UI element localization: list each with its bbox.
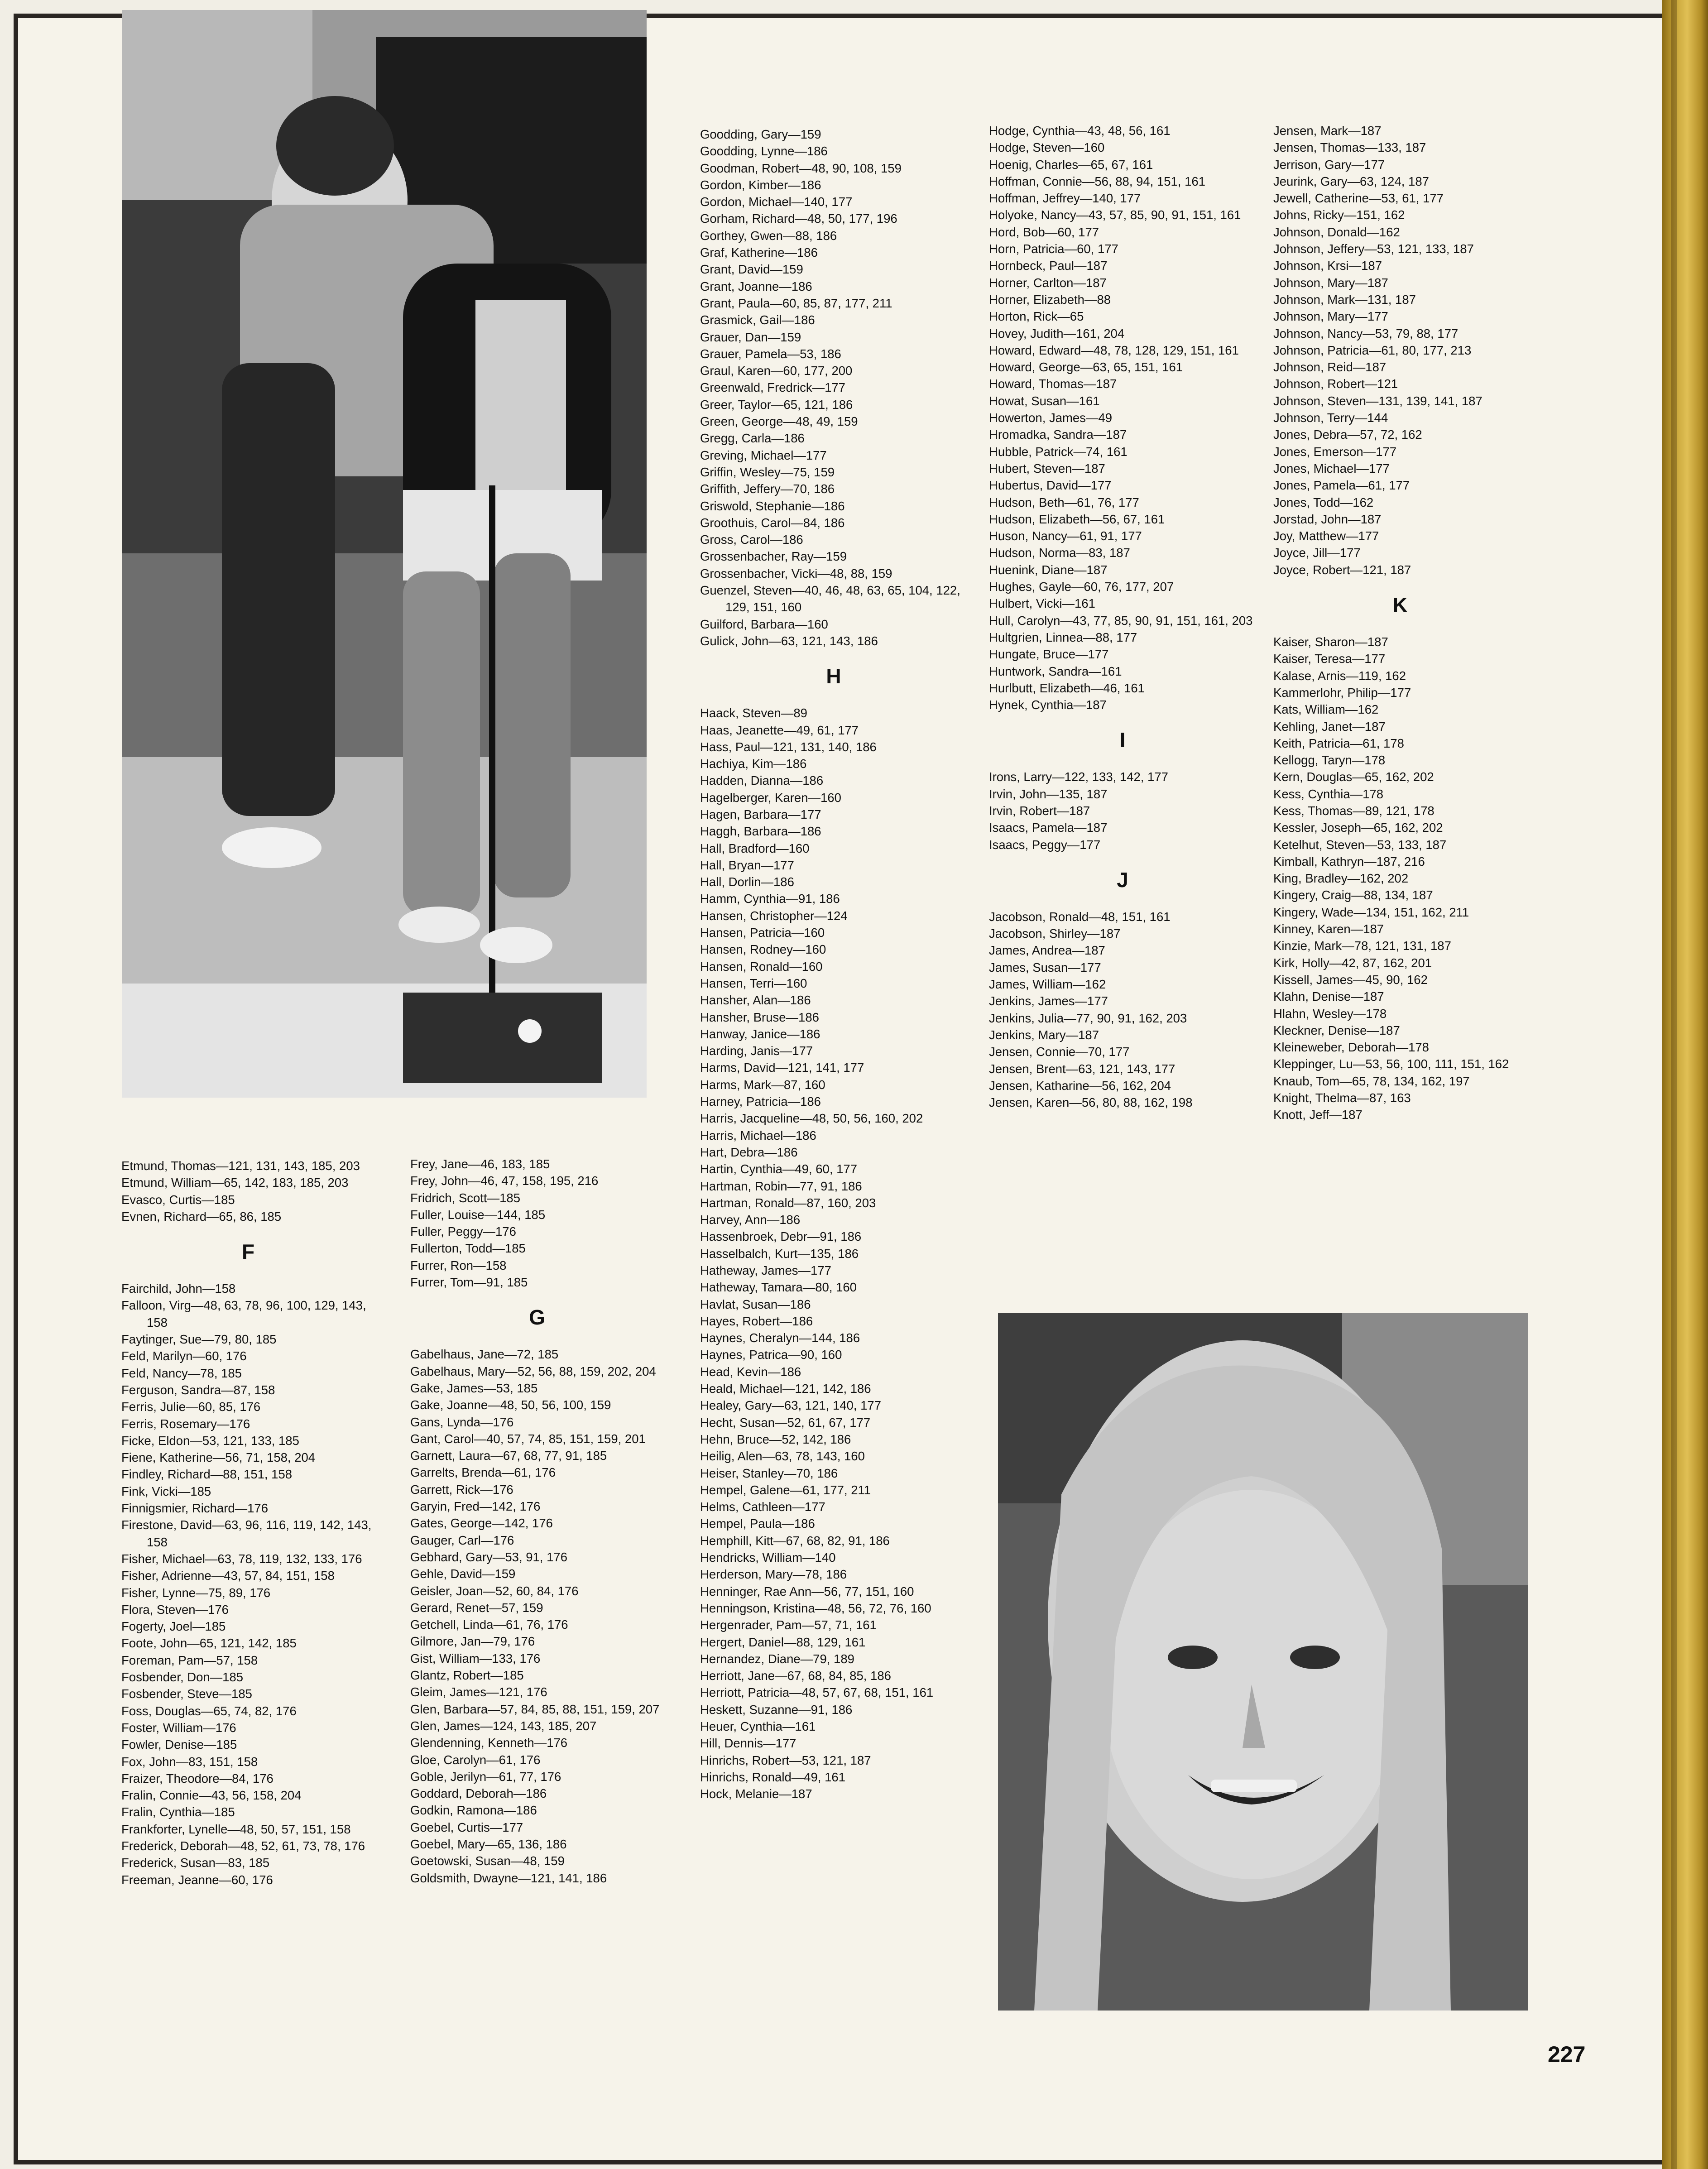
index-entry: Havlat, Susan—186 (700, 1297, 811, 1311)
index-entry: Hall, Bradford—160 (700, 841, 810, 855)
index-entry: Haynes, Cheralyn—144, 186 (700, 1331, 860, 1345)
index-entry: Fralin, Cynthia—185 (121, 1805, 235, 1819)
index-entry: Horn, Patricia—60, 177 (989, 242, 1118, 256)
index-entry: Hansen, Terri—160 (700, 976, 807, 990)
index-entry: Hadden, Dianna—186 (700, 773, 824, 788)
index-entry: Goebel, Curtis—177 (410, 1820, 523, 1834)
index-entry: Gake, James—53, 185 (410, 1381, 538, 1395)
index-entry: Findley, Richard—88, 151, 158 (121, 1467, 293, 1482)
index-entry: Hayes, Robert—186 (700, 1314, 813, 1328)
index-entry: Jerrison, Gary—177 (1273, 157, 1385, 172)
index-entry: Fogerty, Joel—185 (121, 1619, 226, 1634)
index-entry: Kehling, Janet—187 (1273, 719, 1386, 734)
index-entry: Gorham, Richard—48, 50, 177, 196 (700, 211, 897, 226)
index-entry: Harms, David—121, 141, 177 (700, 1061, 864, 1075)
index-entry: Johnson, Mary—187 (1273, 275, 1388, 290)
index-entry: Johnson, Nancy—53, 79, 88, 177 (1273, 326, 1459, 341)
index-entry: Hagen, Barbara—177 (700, 807, 821, 821)
index-entry: Hansen, Ronald—160 (700, 959, 823, 974)
index-entry: Harney, Patricia—186 (700, 1094, 821, 1109)
index-entry: Goetowski, Susan—48, 159 (410, 1854, 565, 1868)
index-entry: Isaacs, Pamela—187 (989, 821, 1108, 835)
index-entry: Harris, Jacqueline—48, 50, 56, 160, 202 (700, 1111, 923, 1126)
index-entry: Hergert, Daniel—88, 129, 161 (700, 1635, 866, 1649)
index-entry: Hoenig, Charles—65, 67, 161 (989, 157, 1153, 172)
index-entry: Grauer, Dan—159 (700, 330, 801, 344)
index-entry: Gake, Joanne—48, 50, 56, 100, 159 (410, 1398, 611, 1412)
index-entry: Ferris, Rosemary—176 (121, 1416, 250, 1431)
index-entry: Johnson, Mary—177 (1273, 309, 1388, 324)
index-entry: Fisher, Michael—63, 78, 119, 132, 133, 176 (121, 1551, 362, 1566)
index-entry: Jensen, Brent—63, 121, 143, 177 (989, 1061, 1175, 1076)
index-entry: Jones, Emerson—177 (1273, 444, 1397, 459)
index-entry: Freeman, Jeanne—60, 176 (121, 1872, 273, 1887)
index-entry: Goddard, Deborah—186 (410, 1786, 547, 1801)
index-entry: Hromadka, Sandra—187 (989, 427, 1127, 442)
index-entry: Gross, Carol—186 (700, 533, 803, 547)
index-entry: Getchell, Linda—61, 76, 176 (410, 1617, 568, 1632)
index-entry: Gregg, Carla—186 (700, 431, 805, 446)
index-entry: Healey, Gary—63, 121, 140, 177 (700, 1398, 882, 1413)
index-entry: Kleineweber, Deborah—178 (1273, 1040, 1429, 1055)
index-entry: Kats, William—162 (1273, 702, 1379, 717)
index-entry: Fuller, Peggy—176 (410, 1224, 516, 1239)
index-entry: Jones, Debra—57, 72, 162 (1273, 427, 1422, 442)
index-entry: Kleppinger, Lu—53, 56, 100, 111, 151, 162 (1273, 1057, 1509, 1071)
index-entry: Horner, Carlton—187 (989, 275, 1107, 290)
section-letter-f: F (241, 1240, 255, 1264)
index-entry: Harding, Janis—177 (700, 1044, 813, 1058)
index-entry: Fairchild, John—158 (121, 1281, 236, 1296)
index-entry: Horner, Elizabeth—88 (989, 292, 1111, 307)
index-entry: Glendenning, Kenneth—176 (410, 1736, 568, 1750)
index-entry: Helms, Cathleen—177 (700, 1500, 825, 1514)
index-entry: Klahn, Denise—187 (1273, 989, 1384, 1004)
index-entry: Gilmore, Jan—79, 176 (410, 1634, 535, 1649)
index-entry: Gabelhaus, Jane—72, 185 (410, 1347, 559, 1362)
index-entry: Irvin, John—135, 187 (989, 787, 1108, 801)
index-entry: Howat, Susan—161 (989, 393, 1100, 408)
index-entry: Gebhard, Gary—53, 91, 176 (410, 1550, 568, 1564)
index-entry: Jones, Todd—162 (1273, 495, 1374, 509)
index-entry: Gabelhaus, Mary—52, 56, 88, 159, 202, 204 (410, 1364, 656, 1378)
index-entry: Foster, William—176 (121, 1720, 236, 1735)
index-entry: Frey, John—46, 47, 158, 195, 216 (410, 1174, 599, 1188)
index-entry: Herriott, Patricia—48, 57, 67, 68, 151, 161 (700, 1685, 934, 1700)
index-entry: Hartman, Ronald—87, 160, 203 (700, 1195, 876, 1210)
index-entry: Hungate, Bruce—177 (989, 647, 1109, 662)
index-column-1 (121, 1157, 375, 1888)
index-entry: Garyin, Fred—142, 176 (410, 1499, 541, 1514)
index-entry: Gulick, John—63, 121, 143, 186 (700, 633, 878, 648)
index-entry: James, Andrea—187 (989, 943, 1105, 958)
index-entry: Hendricks, William—140 (700, 1550, 836, 1565)
index-entry: Hansen, Patricia—160 (700, 926, 825, 940)
index-entry: Hachiya, Kim—186 (700, 757, 807, 771)
index-entry: Feld, Nancy—78, 185 (121, 1366, 242, 1380)
index-entry: Gorthey, Gwen—88, 186 (700, 228, 837, 243)
index-entry: Grant, Paula—60, 85, 87, 177, 211 (700, 296, 892, 310)
index-entry: Haack, Steven—89 (700, 706, 807, 720)
index-entry: Jenkins, James—177 (989, 994, 1108, 1008)
index-entry: Johnson, Mark—131, 187 (1273, 292, 1416, 307)
index-entry: Griffith, Jeffery—70, 186 (700, 482, 835, 496)
index-entry: Hill, Dennis—177 (700, 1736, 796, 1751)
index-entry: Johnson, Krsi—187 (1273, 259, 1382, 273)
section-letter-h: H (826, 664, 841, 688)
index-entry: Joyce, Robert—121, 187 (1273, 562, 1411, 577)
index-entry: Hempel, Galene—61, 177, 211 (700, 1483, 871, 1497)
index-entry: Hudson, Beth—61, 76, 177 (989, 495, 1139, 509)
index-entry: Frey, Jane—46, 183, 185 (410, 1157, 550, 1171)
index-entry: Gloe, Carolyn—61, 176 (410, 1752, 541, 1767)
index-entry: Hatheway, James—177 (700, 1263, 831, 1277)
index-entry: Fraizer, Theodore—84, 176 (121, 1771, 273, 1785)
section-letter-k: K (1392, 593, 1408, 617)
index-entry: Hinrichs, Ronald—49, 161 (700, 1770, 846, 1784)
index-entry: Jewell, Catherine—53, 61, 177 (1273, 191, 1444, 206)
index-entry: Fowler, Denise—185 (121, 1737, 237, 1752)
index-entry: Heiser, Stanley—70, 186 (700, 1466, 838, 1480)
index-column-2 (410, 1156, 664, 1886)
photo-girl-portrait (998, 1313, 1528, 2011)
index-entry: Heuer, Cynthia—161 (700, 1719, 816, 1734)
index-entry: Knott, Jeff—187 (1273, 1108, 1363, 1122)
index-entry: Furrer, Ron—158 (410, 1258, 507, 1272)
index-entry: Hatheway, Tamara—80, 160 (700, 1280, 857, 1295)
index-column-3 (700, 126, 967, 1803)
index-entry: Kammerlohr, Philip—177 (1273, 685, 1411, 700)
index-entry: Goodman, Robert—48, 90, 108, 159 (700, 161, 902, 175)
index-entry: Heilig, Alen—63, 78, 143, 160 (700, 1449, 865, 1464)
index-entry: Goble, Jerilyn—61, 77, 176 (410, 1769, 561, 1784)
index-entry: Jensen, Katharine—56, 162, 204 (989, 1078, 1171, 1093)
index-entry: Hansen, Rodney—160 (700, 942, 826, 957)
index-entry: Hergenrader, Pam—57, 71, 161 (700, 1618, 877, 1632)
index-entry: Furrer, Tom—91, 185 (410, 1275, 528, 1290)
index-entry: Hecht, Susan—52, 61, 67, 177 (700, 1415, 871, 1430)
index-entry: Hansher, Bruse—186 (700, 1010, 819, 1024)
index-entry: Green, George—48, 49, 159 (700, 414, 858, 429)
index-entry: Glantz, Robert—185 (410, 1668, 524, 1683)
index-entry: Howard, George—63, 65, 151, 161 (989, 360, 1183, 374)
index-entry: Haynes, Patrica—90, 160 (700, 1348, 842, 1362)
index-entry: Fisher, Adrienne—43, 57, 84, 151, 158 (121, 1569, 335, 1583)
index-column-5 (1273, 122, 1527, 1123)
index-entry: Ketelhut, Steven—53, 133, 187 (1273, 837, 1447, 852)
index-entry: Huenink, Diane—187 (989, 562, 1108, 577)
index-entry: Grasmick, Gail—186 (700, 313, 815, 327)
index-entry: Flora, Steven—176 (121, 1602, 229, 1617)
section-letter-j: J (1117, 868, 1128, 892)
index-entry: Gleim, James—121, 176 (410, 1685, 547, 1699)
index-entry: Hodge, Steven—160 (989, 140, 1105, 155)
index-entry: Knight, Thelma—87, 163 (1273, 1091, 1411, 1105)
index-entry: Kaiser, Sharon—187 (1273, 635, 1388, 649)
index-entry: Ficke, Eldon—53, 121, 133, 185 (121, 1433, 299, 1448)
index-entry: Jones, Pamela—61, 177 (1273, 478, 1410, 493)
index-entry: Graf, Katherine—186 (700, 245, 818, 260)
index-entry: Jorstad, John—187 (1273, 512, 1382, 526)
index-entry: Fralin, Connie—43, 56, 158, 204 (121, 1788, 302, 1803)
index-entry: Faytinger, Sue—79, 80, 185 (121, 1332, 277, 1347)
index-entry: Hehn, Bruce—52, 142, 186 (700, 1432, 851, 1446)
index-entry: Hovey, Judith—161, 204 (989, 326, 1125, 341)
index-entry: Johnson, Reid—187 (1273, 360, 1387, 374)
index-entry: Hartin, Cynthia—49, 60, 177 (700, 1162, 857, 1176)
index-entry: Jensen, Connie—70, 177 (989, 1045, 1130, 1059)
index-entry: Hubble, Patrick—74, 161 (989, 444, 1127, 459)
photo-miniature-golf (122, 10, 647, 1098)
index-entry: Ferguson, Sandra—87, 158 (121, 1382, 275, 1397)
index-entry: Holyoke, Nancy—43, 57, 85, 90, 91, 151, 161 (989, 208, 1241, 222)
index-entry: Fink, Vicki—185 (121, 1484, 211, 1498)
index-entry: Fox, John—83, 151, 158 (121, 1754, 258, 1769)
index-entry: Feld, Marilyn—60, 176 (121, 1349, 247, 1363)
index-entry: Jones, Michael—177 (1273, 461, 1390, 475)
index-entry: Knaub, Tom—65, 78, 134, 162, 197 (1273, 1074, 1470, 1088)
index-entry: Head, Kevin—186 (700, 1364, 801, 1379)
index-entry: Hull, Carolyn—43, 77, 85, 90, 91, 151, 161, 203 (989, 613, 1253, 628)
index-entry: Hurlbutt, Elizabeth—46, 161 (989, 681, 1145, 695)
index-entry: Goodding, Lynne—186 (700, 144, 828, 158)
index-entry: Frankforter, Lynelle—48, 50, 57, 151, 158 (121, 1822, 351, 1836)
index-entry: Fosbender, Don—185 (121, 1670, 244, 1684)
index-entry: Jenkins, Julia—77, 90, 91, 162, 203 (989, 1011, 1187, 1025)
index-entry: Hlahn, Wesley—178 (1273, 1006, 1387, 1021)
index-entry: Hughes, Gayle—60, 76, 177, 207 (989, 580, 1174, 594)
section-letter-g: G (529, 1305, 545, 1329)
index-entry: Hock, Melanie—187 (700, 1787, 812, 1801)
index-entry: Guilford, Barbara—160 (700, 617, 828, 631)
index-entry: Glen, Barbara—57, 84, 85, 88, 151, 159, 207 (410, 1702, 660, 1716)
index-entry: Hernandez, Diane—79, 189 (700, 1651, 854, 1666)
index-entry: Hodge, Cynthia—43, 48, 56, 161 (989, 124, 1171, 138)
index-entry: Harris, Michael—186 (700, 1128, 816, 1142)
index-entry: Jacobson, Shirley—187 (989, 926, 1121, 941)
index-entry: Henningson, Kristina—48, 56, 72, 76, 160 (700, 1601, 931, 1615)
index-entry: Hansher, Alan—186 (700, 993, 811, 1008)
index-entry: Hoffman, Connie—56, 88, 94, 151, 161 (989, 174, 1206, 188)
gold-binding-edge (1662, 0, 1708, 2169)
index-entry: Kinzie, Mark—78, 121, 131, 187 (1273, 939, 1451, 953)
index-entry: Hart, Debra—186 (700, 1145, 798, 1159)
index-entry: Etmund, Thomas—121, 131, 143, 185, 203 (121, 1159, 360, 1173)
index-entry: Evnen, Richard—65, 86, 185 (121, 1209, 282, 1224)
index-entry: Joy, Matthew—177 (1273, 529, 1379, 543)
index-entry: Griffin, Wesley—75, 159 (700, 465, 835, 479)
index-entry: Griswold, Stephanie—186 (700, 499, 845, 513)
index-entry: Isaacs, Peggy—177 (989, 837, 1101, 852)
index-entry: Kessler, Joseph—65, 162, 202 (1273, 821, 1443, 835)
index-entry: Hultgrien, Linnea—88, 177 (989, 630, 1137, 644)
index-entry: Grant, Joanne—186 (700, 279, 812, 293)
index-entry: Keith, Patricia—61, 178 (1273, 736, 1404, 750)
section-letter-i: I (1119, 728, 1126, 752)
index-entry: Huntwork, Sandra—161 (989, 664, 1122, 678)
index-entry: Johnson, Jeffery—53, 121, 133, 187 (1273, 242, 1474, 256)
index-entry: Kaiser, Teresa—177 (1273, 652, 1386, 666)
index-entry: Graul, Karen—60, 177, 200 (700, 364, 853, 378)
index-entry: Johnson, Terry—144 (1273, 411, 1388, 425)
index-entry: Hamm, Cynthia—91, 186 (700, 892, 840, 906)
index-entry: Gehle, David—159 (410, 1567, 516, 1581)
index-entry: Kess, Thomas—89, 121, 178 (1273, 803, 1435, 818)
index-entry: Grossenbacher, Vicki—48, 88, 159 (700, 566, 892, 581)
index-entry: Jensen, Thomas—133, 187 (1273, 140, 1426, 155)
index-entry: Frederick, Susan—83, 185 (121, 1856, 270, 1870)
index-entry: Irvin, Robert—187 (989, 803, 1090, 818)
index-entry: Falloon, Virg—48, 63, 78, 96, 100, 129, 143, 158 (121, 1298, 366, 1329)
index-entry: Kern, Douglas—65, 162, 202 (1273, 770, 1434, 784)
index-entry: Hubertus, David—177 (989, 478, 1112, 493)
index-entry: Kingery, Wade—134, 151, 162, 211 (1273, 905, 1469, 919)
index-entry: Foreman, Pam—57, 158 (121, 1653, 258, 1667)
index-entry: Gates, George—142, 176 (410, 1516, 553, 1531)
index-entry: Garrelts, Brenda—61, 176 (410, 1465, 556, 1480)
index-entry: Garrett, Rick—176 (410, 1482, 513, 1497)
index-entry: Hansen, Christopher—124 (700, 908, 848, 923)
index-entry: Jacobson, Ronald—48, 151, 161 (989, 909, 1171, 924)
index-entry: Haggh, Barbara—186 (700, 824, 821, 839)
index-entry: Hulbert, Vicki—161 (989, 596, 1095, 611)
index-entry: James, William—162 (989, 977, 1106, 992)
index-entry: Johnson, Steven—131, 139, 141, 187 (1273, 393, 1483, 408)
index-entry: Gerard, Renet—57, 159 (410, 1600, 543, 1615)
index-entry: Hagelberger, Karen—160 (700, 790, 841, 805)
index-entry: Gant, Carol—40, 57, 74, 85, 151, 159, 201 (410, 1431, 646, 1446)
index-entry: Johnson, Patricia—61, 80, 177, 213 (1273, 343, 1472, 357)
index-entry: Herriott, Jane—67, 68, 84, 85, 186 (700, 1669, 891, 1683)
index-entry: Hynek, Cynthia—187 (989, 698, 1107, 712)
index-entry: Greving, Michael—177 (700, 448, 827, 462)
index-entry: Hemphill, Kitt—67, 68, 82, 91, 186 (700, 1533, 890, 1548)
index-entry: Hassenbroek, Debr—91, 186 (700, 1229, 862, 1244)
index-entry: Jensen, Karen—56, 80, 88, 162, 198 (989, 1095, 1193, 1110)
index-entry: Hempel, Paula—186 (700, 1516, 815, 1531)
index-entry: Hoffman, Jeffrey—140, 177 (989, 191, 1141, 206)
index-entry: Greenwald, Fredrick—177 (700, 380, 845, 395)
index-entry: Harvey, Ann—186 (700, 1213, 801, 1227)
index-entry: Hornbeck, Paul—187 (989, 259, 1108, 273)
index-entry: Fisher, Lynne—75, 89, 176 (121, 1585, 271, 1600)
index-column-4 (989, 122, 1256, 1111)
index-entry: Heskett, Suzanne—91, 186 (700, 1702, 853, 1717)
index-entry: Irons, Larry—122, 133, 142, 177 (989, 770, 1168, 784)
index-entry: Grant, David—159 (700, 262, 803, 277)
index-entry: Kalase, Arnis—119, 162 (1273, 668, 1406, 683)
index-entry: Geisler, Joan—52, 60, 84, 176 (410, 1584, 579, 1598)
index-entry: Frederick, Deborah—48, 52, 61, 73, 78, 176 (121, 1838, 365, 1853)
index-entry: Kess, Cynthia—178 (1273, 787, 1384, 801)
index-entry: Groothuis, Carol—84, 186 (700, 515, 845, 530)
index-entry: Henninger, Rae Ann—56, 77, 151, 160 (700, 1584, 914, 1598)
index-entry: Goebel, Mary—65, 136, 186 (410, 1837, 567, 1851)
index-entry: King, Bradley—162, 202 (1273, 871, 1409, 886)
index-entry: Jensen, Mark—187 (1273, 124, 1382, 138)
index-entry: Grauer, Pamela—53, 186 (700, 346, 841, 361)
index-entry: Guenzel, Steven—40, 46, 48, 63, 65, 104, 122, 129, 151, 160 (700, 583, 960, 614)
page-number: 227 (1548, 2042, 1586, 2067)
index-entry: Godkin, Ramona—186 (410, 1803, 537, 1818)
index-entry: Fosbender, Steve—185 (121, 1687, 252, 1701)
index-entry: Goldsmith, Dwayne—121, 141, 186 (410, 1871, 607, 1885)
index-entry: Hanway, Janice—186 (700, 1027, 820, 1041)
index-entry: Foss, Douglas—65, 74, 82, 176 (121, 1704, 297, 1718)
index-entry: Gordon, Kimber—186 (700, 178, 821, 192)
index-entry: Hinrichs, Robert—53, 121, 187 (700, 1753, 871, 1767)
index-entry: Kimball, Kathryn—187, 216 (1273, 854, 1425, 869)
miniature-golf-image (122, 10, 647, 1098)
index-entry: Haas, Jeanette—49, 61, 177 (700, 723, 859, 737)
index-entry: Johnson, Donald—162 (1273, 225, 1400, 239)
index-entry: Firestone, David—63, 96, 116, 119, 142, 143, 158 (121, 1518, 372, 1549)
index-entry: Hudson, Norma—83, 187 (989, 546, 1130, 560)
index-entry: Jeurink, Gary—63, 124, 187 (1273, 174, 1429, 188)
index-entry: Hass, Paul—121, 131, 140, 186 (700, 739, 877, 754)
index-entry: Gist, William—133, 176 (410, 1651, 541, 1665)
index-entry: Joyce, Jill—177 (1273, 546, 1361, 560)
index-entry: Jenkins, Mary—187 (989, 1027, 1099, 1042)
index-entry: Gordon, Michael—140, 177 (700, 195, 853, 209)
index-entry: Greer, Taylor—65, 121, 186 (700, 397, 853, 412)
index-entry: Johns, Ricky—151, 162 (1273, 208, 1405, 222)
index-entry: Howard, Edward—48, 78, 128, 129, 151, 161 (989, 343, 1239, 357)
index-entry: Hudson, Elizabeth—56, 67, 161 (989, 512, 1165, 526)
index-entry: Hasselbalch, Kurt—135, 186 (700, 1246, 859, 1261)
index-entry: Hubert, Steven—187 (989, 461, 1105, 475)
index-entry: Howard, Thomas—187 (989, 377, 1117, 391)
index-entry: Finnigsmier, Richard—176 (121, 1501, 269, 1516)
index-entry: James, Susan—177 (989, 960, 1101, 974)
index-entry: Hall, Bryan—177 (700, 858, 794, 872)
girl-portrait-image (998, 1313, 1528, 2011)
index-entry: Harms, Mark—87, 160 (700, 1077, 825, 1092)
index-entry: Kinney, Karen—187 (1273, 922, 1384, 936)
index-entry: Fridrich, Scott—185 (410, 1190, 521, 1205)
index-entry: Heald, Michael—121, 142, 186 (700, 1382, 871, 1396)
index-entry: Fuller, Louise—144, 185 (410, 1207, 546, 1222)
index-entry: Foote, John—65, 121, 142, 185 (121, 1636, 297, 1651)
index-entry: Hartman, Robin—77, 91, 186 (700, 1179, 862, 1193)
index-entry: Glen, James—124, 143, 185, 207 (410, 1718, 597, 1733)
index-entry: Johnson, Robert—121 (1273, 377, 1398, 391)
index-entry: Garnett, Laura—67, 68, 77, 91, 185 (410, 1449, 607, 1463)
index-entry: Fiene, Katherine—56, 71, 158, 204 (121, 1450, 316, 1465)
index-entry: Herderson, Mary—78, 186 (700, 1567, 847, 1582)
index-entry: Kellogg, Taryn—178 (1273, 753, 1386, 768)
index-entry: Howerton, James—49 (989, 411, 1113, 425)
index-entry: Etmund, William—65, 142, 183, 185, 203 (121, 1176, 349, 1190)
index-entry: Gans, Lynda—176 (410, 1415, 514, 1429)
index-entry: Kleckner, Denise—187 (1273, 1023, 1400, 1037)
index-entry: Hall, Dorlin—186 (700, 875, 794, 889)
index-entry: Fullerton, Todd—185 (410, 1241, 526, 1256)
index-entry: Kingery, Craig—88, 134, 187 (1273, 888, 1433, 902)
index-entry: Ferris, Julie—60, 85, 176 (121, 1400, 261, 1414)
index-entry: Hord, Bob—60, 177 (989, 225, 1099, 239)
index-entry: Evasco, Curtis—185 (121, 1192, 235, 1207)
index-entry: Grossenbacher, Ray—159 (700, 549, 847, 564)
index-entry: Kissell, James—45, 90, 162 (1273, 972, 1428, 987)
index-entry: Kirk, Holly—42, 87, 162, 201 (1273, 955, 1432, 970)
index-entry: Huson, Nancy—61, 91, 177 (989, 529, 1142, 543)
index-entry: Gauger, Carl—176 (410, 1533, 514, 1547)
index-entry: Goodding, Gary—159 (700, 127, 821, 141)
index-entry: Horton, Rick—65 (989, 309, 1084, 324)
